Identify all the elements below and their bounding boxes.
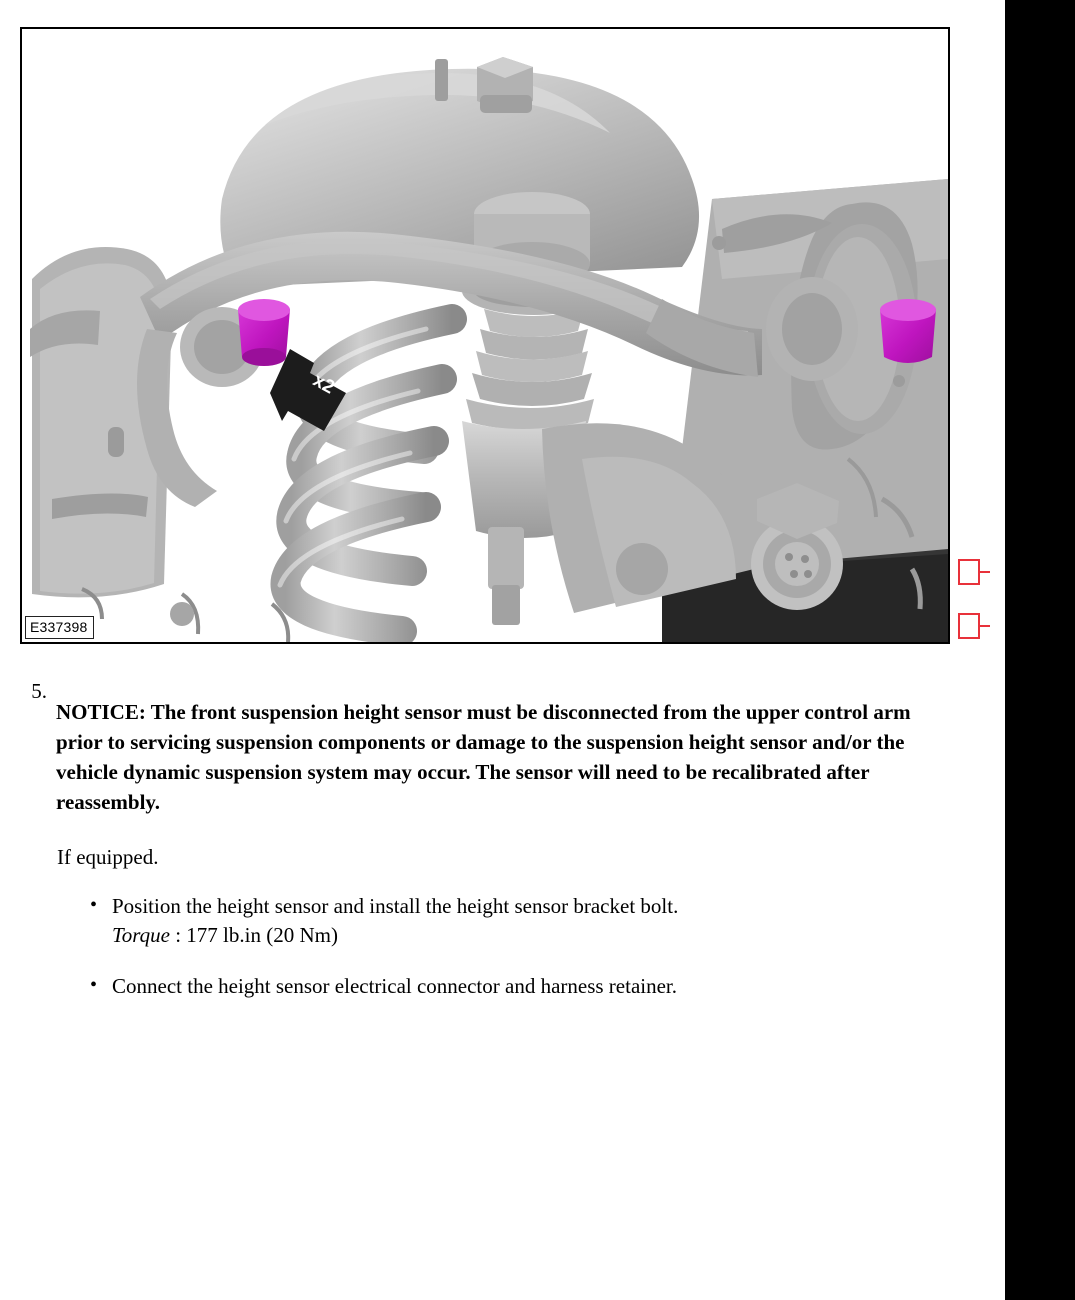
- bullet-text-1: Position the height sensor and install the height sensor bracket bolt.: [112, 894, 679, 918]
- suspension-diagram-svg: [22, 29, 948, 642]
- page-edge-shadow: [1005, 0, 1012, 1300]
- step-content: [56, 676, 950, 1023]
- annotation-leader-2: [980, 625, 990, 627]
- list-item: [112, 892, 950, 950]
- annotation-leader-1: [980, 571, 990, 573]
- highlight-bushing-right: [880, 299, 936, 363]
- figure-canvas: [22, 29, 948, 642]
- step-number: 5.: [31, 679, 47, 703]
- figure-code-label: E337398: [25, 616, 94, 639]
- condition-text: If equipped.: [57, 845, 159, 869]
- highlight-bushing-left: [238, 299, 290, 366]
- annotation-box-2[interactable]: [958, 613, 980, 639]
- torque-value: : 177 lb.in (20 Nm): [175, 923, 338, 947]
- step-bullet-list: [56, 892, 950, 1001]
- annotation-box-1[interactable]: [958, 559, 980, 585]
- notice-text: NOTICE: The front suspension height sensor must be disconnected from the upper control arm prior to servicing suspension components or damage to the suspension height sensor and/or the vehicle dynamic suspension system may occur. The sensor will need to be recalibrated after reassembly.: [56, 700, 911, 814]
- torque-spec: [112, 921, 950, 950]
- page-gutter: [1012, 0, 1075, 1300]
- bullet-text-2: Connect the height sensor electrical connector and harness retainer.: [112, 974, 678, 998]
- torque-label: Torque: [112, 923, 170, 947]
- svg-text:x2: x2: [309, 369, 339, 399]
- procedure-step: [20, 676, 950, 1023]
- list-item: [112, 972, 950, 1001]
- figure-illustration: [20, 27, 950, 644]
